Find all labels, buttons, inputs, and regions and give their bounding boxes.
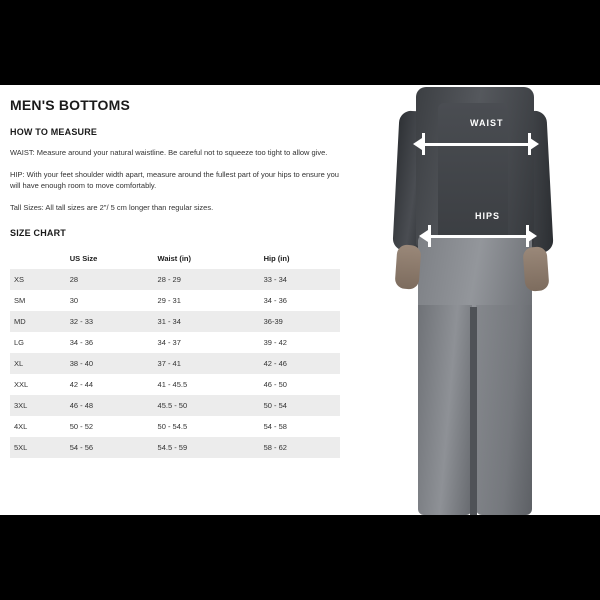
size-guide-text-column: [10, 97, 350, 458]
cell-hip: 50 - 54: [260, 395, 340, 416]
waist-tick-right: [528, 133, 531, 155]
waist-arrow-right-icon: [530, 138, 539, 150]
hips-arrow-left-icon: [419, 230, 428, 242]
cell-size: MD: [10, 311, 66, 332]
cell-us: 28: [66, 269, 154, 290]
model-left-leg: [418, 305, 472, 515]
column-header-size: [10, 248, 66, 269]
cell-waist: 45.5 - 50: [154, 395, 260, 416]
cell-hip: 54 - 58: [260, 416, 340, 437]
table-row: [10, 269, 340, 290]
cell-us: 38 - 40: [66, 353, 154, 374]
model-right-hand: [522, 246, 549, 292]
cell-size: LG: [10, 332, 66, 353]
table-header-row: [10, 248, 340, 269]
cell-us: 34 - 36: [66, 332, 154, 353]
cell-size: XL: [10, 353, 66, 374]
hips-measure-line: [428, 235, 528, 238]
cell-us: 54 - 56: [66, 437, 154, 458]
cell-hip: 39 - 42: [260, 332, 340, 353]
waist-instruction: WAIST: Measure around your natural waistline. Be careful not to squeeze too tight to allow give.: [10, 148, 328, 157]
column-header-us: US Size: [66, 248, 154, 269]
hips-tick-left: [428, 225, 431, 247]
cell-size: XXL: [10, 374, 66, 395]
cell-size: SM: [10, 290, 66, 311]
cell-us: 32 - 33: [66, 311, 154, 332]
waist-measure-line: [422, 143, 530, 146]
cell-waist: 54.5 - 59: [154, 437, 260, 458]
table-row: [10, 311, 340, 332]
table-row: [10, 395, 340, 416]
hips-arrow-right-icon: [528, 230, 537, 242]
size-guide-page: [0, 85, 600, 515]
cell-size: 4XL: [10, 416, 66, 437]
table-row: [10, 374, 340, 395]
model-right-leg: [476, 305, 532, 515]
size-chart-table: [10, 248, 340, 458]
table-row: [10, 353, 340, 374]
table-row: [10, 290, 340, 311]
hips-tick-right: [526, 225, 529, 247]
cell-waist: 37 - 41: [154, 353, 260, 374]
column-header-hip: Hip (in): [260, 248, 340, 269]
cell-us: 42 - 44: [66, 374, 154, 395]
waist-tick-left: [422, 133, 425, 155]
hips-measure-label: HIPS: [475, 211, 501, 221]
cell-us: 46 - 48: [66, 395, 154, 416]
table-row: [10, 437, 340, 458]
cell-us: 30: [66, 290, 154, 311]
table-row: [10, 332, 340, 353]
cell-hip: 33 - 34: [260, 269, 340, 290]
cell-waist: 50 - 54.5: [154, 416, 260, 437]
cell-size: 3XL: [10, 395, 66, 416]
cell-us: 50 - 52: [66, 416, 154, 437]
how-to-measure-heading: HOW TO MEASURE: [10, 127, 98, 137]
cell-hip: 36-39: [260, 311, 340, 332]
cell-waist: 28 - 29: [154, 269, 260, 290]
cell-hip: 46 - 50: [260, 374, 340, 395]
waist-arrow-left-icon: [413, 138, 422, 150]
waist-measure-label: WAIST: [470, 118, 504, 128]
cell-size: XS: [10, 269, 66, 290]
table-body: [10, 269, 340, 458]
hip-instruction: HIP: With your feet shoulder width apart, measure around the fullest part of your hips to ensure you will have enough room to move comfortably.: [10, 169, 339, 191]
cell-waist: 34 - 37: [154, 332, 260, 353]
size-chart-heading: SIZE CHART: [10, 227, 66, 238]
tall-sizes-note: Tall Sizes: All tall sizes are 2"/ 5 cm longer than regular sizes.: [10, 202, 214, 212]
model-hips: [418, 235, 532, 315]
cell-hip: 34 - 36: [260, 290, 340, 311]
measurement-illustration: [360, 85, 600, 515]
table-row: [10, 416, 340, 437]
page-title: MEN'S BOTTOMS: [10, 97, 131, 113]
cell-size: 5XL: [10, 437, 66, 458]
cell-waist: 31 - 34: [154, 311, 260, 332]
cell-hip: 58 - 62: [260, 437, 340, 458]
model-left-hand: [394, 244, 421, 290]
cell-waist: 29 - 31: [154, 290, 260, 311]
cell-waist: 41 - 45.5: [154, 374, 260, 395]
model-leg-gap: [470, 307, 477, 515]
cell-hip: 42 - 46: [260, 353, 340, 374]
table-header: [10, 248, 340, 269]
column-header-waist: Waist (in): [154, 248, 260, 269]
